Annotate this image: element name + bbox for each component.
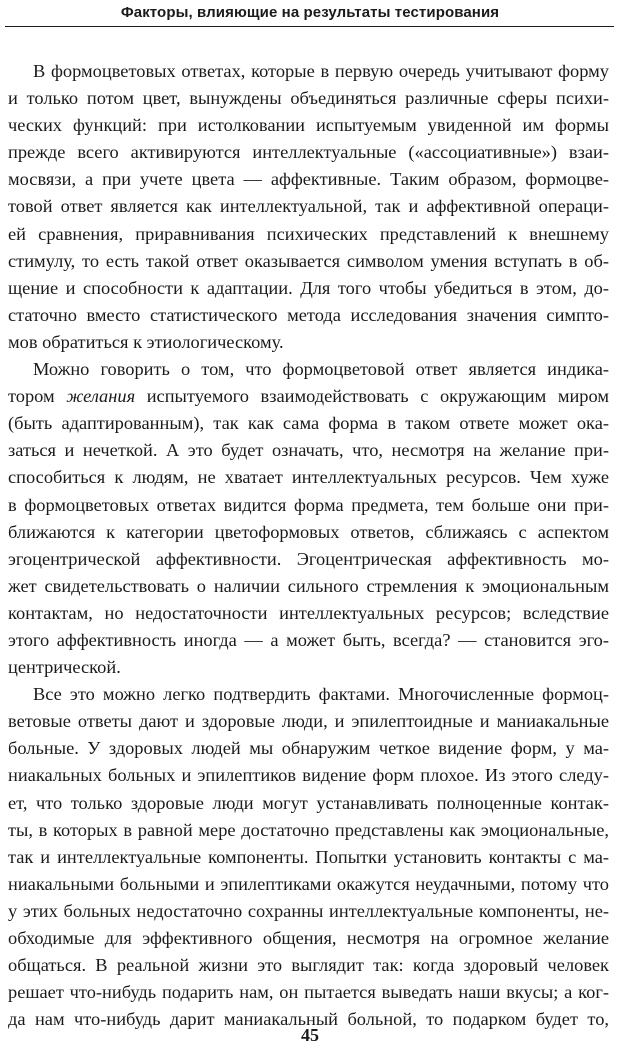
header-rule [5, 26, 614, 27]
body-text [8, 58, 609, 1033]
text-line: решает что-нибудь подарить нам, он пытается выведать наши вкусы; а ког- [8, 982, 609, 1003]
text-line: В формоцветовых ответах, которые в первую очередь учитывают форму [33, 61, 609, 81]
text-line: ет, что только здоровые люди могут устанавливать полноценные контак- [8, 792, 609, 813]
text-line: ближаются к категории цветоформовых ответов, сближаясь с аспектом [8, 521, 609, 542]
text-line: в формоцветовых ответах видится форма предмета, тем больше они при- [8, 494, 609, 515]
emphasis: желания [66, 386, 136, 407]
text-line: так и интеллектуальные компоненты. Попытки установить контакты с ма- [8, 846, 609, 867]
text-line: да нам что-нибудь дарит маниакальный больной, то подарком будет то, [8, 1009, 609, 1030]
text-line: больные. У здоровых людей мы обнаружим четкое видение форм, у ма- [8, 738, 609, 759]
text-line: ты, в которых в равной мере достаточно представлены как эмоциональные, [8, 819, 609, 840]
text-line: эгоцентрической аффективности. Эгоцентрическая аффективность мо- [8, 548, 609, 569]
text-line: этого аффективность иногда — а может быть, всегда? — становится эго- [8, 629, 609, 650]
text-line: ниакальными больными и эпилептиками окажутся неудачными, потому что [8, 873, 609, 894]
text-line: контактам, но недостаточности интеллектуальных ресурсов; вследствие [8, 602, 609, 623]
text-line: Все это можно легко подтвердить фактами. Многочисленные формоц- [33, 684, 609, 705]
text-line: и только потом цвет, вынуждены объединяться различные сферы психи- [8, 88, 609, 109]
text-line: центрической. [8, 657, 121, 678]
text-line: общаться. В реальной жизни это выглядит так: когда здоровый человек [8, 955, 609, 976]
text-line: способиться к людям, не хватает интеллектуальных ресурсов. Чем хуже [8, 467, 609, 488]
text-line: товой ответ является как интеллектуальной, так и аффективной операци- [8, 196, 609, 217]
text-line: обходимые для эффективного общения, несмотря на огромное желание [8, 928, 609, 948]
text-line: стимулу, то есть такой ответ оказывается символом умения вступать в об- [8, 250, 609, 271]
text-line: жет свидетельствовать о наличии сильного стремления к эмоциональным [8, 575, 609, 596]
text-line: тором желания испытуемого взаимодействовать с окружающим миром [8, 386, 609, 407]
text-line: ей сравнения, приравнивания психических представлений к внешнему [8, 223, 609, 244]
text-line: мов обратиться к этиологическому. [8, 331, 284, 352]
text-line: статочно вместо статистического метода исследования значения симпто- [8, 304, 609, 325]
text-line: ветовые ответы дают и здоровые люди, и эпилептоидные и маниакальные [8, 711, 609, 732]
text-line: Можно говорить о том, что формоцветовой ответ является индика- [33, 359, 609, 380]
running-header: Факторы, влияющие на результаты тестирования [120, 4, 500, 21]
text-line: заться и нечеткой. А это будет означать, что, несмотря на желание при- [8, 440, 609, 461]
text-line: ниакальных больных и эпилептиков видение форм плохое. Из этого следу- [8, 765, 609, 786]
text-line: ческих функций: при истолковании испытуемым увиденной им формы [8, 115, 609, 136]
text-line: (быть адаптированным), так как сама форма в таком ответе может ока- [8, 413, 609, 434]
text-line: мосвязи, а при учете цвета — аффективные. Таким образом, формоцве- [8, 169, 609, 190]
page-number: 45 [301, 1025, 319, 1045]
text-line: прежде всего активируются интеллектуальные («ассоциативные») взаи- [8, 142, 609, 163]
text-line: щение и способности к адаптации. Для того чтобы убедиться в этом, до- [8, 277, 609, 298]
text-line: у этих больных недостаточно сохранны интеллектуальные компоненты, не- [8, 900, 609, 921]
